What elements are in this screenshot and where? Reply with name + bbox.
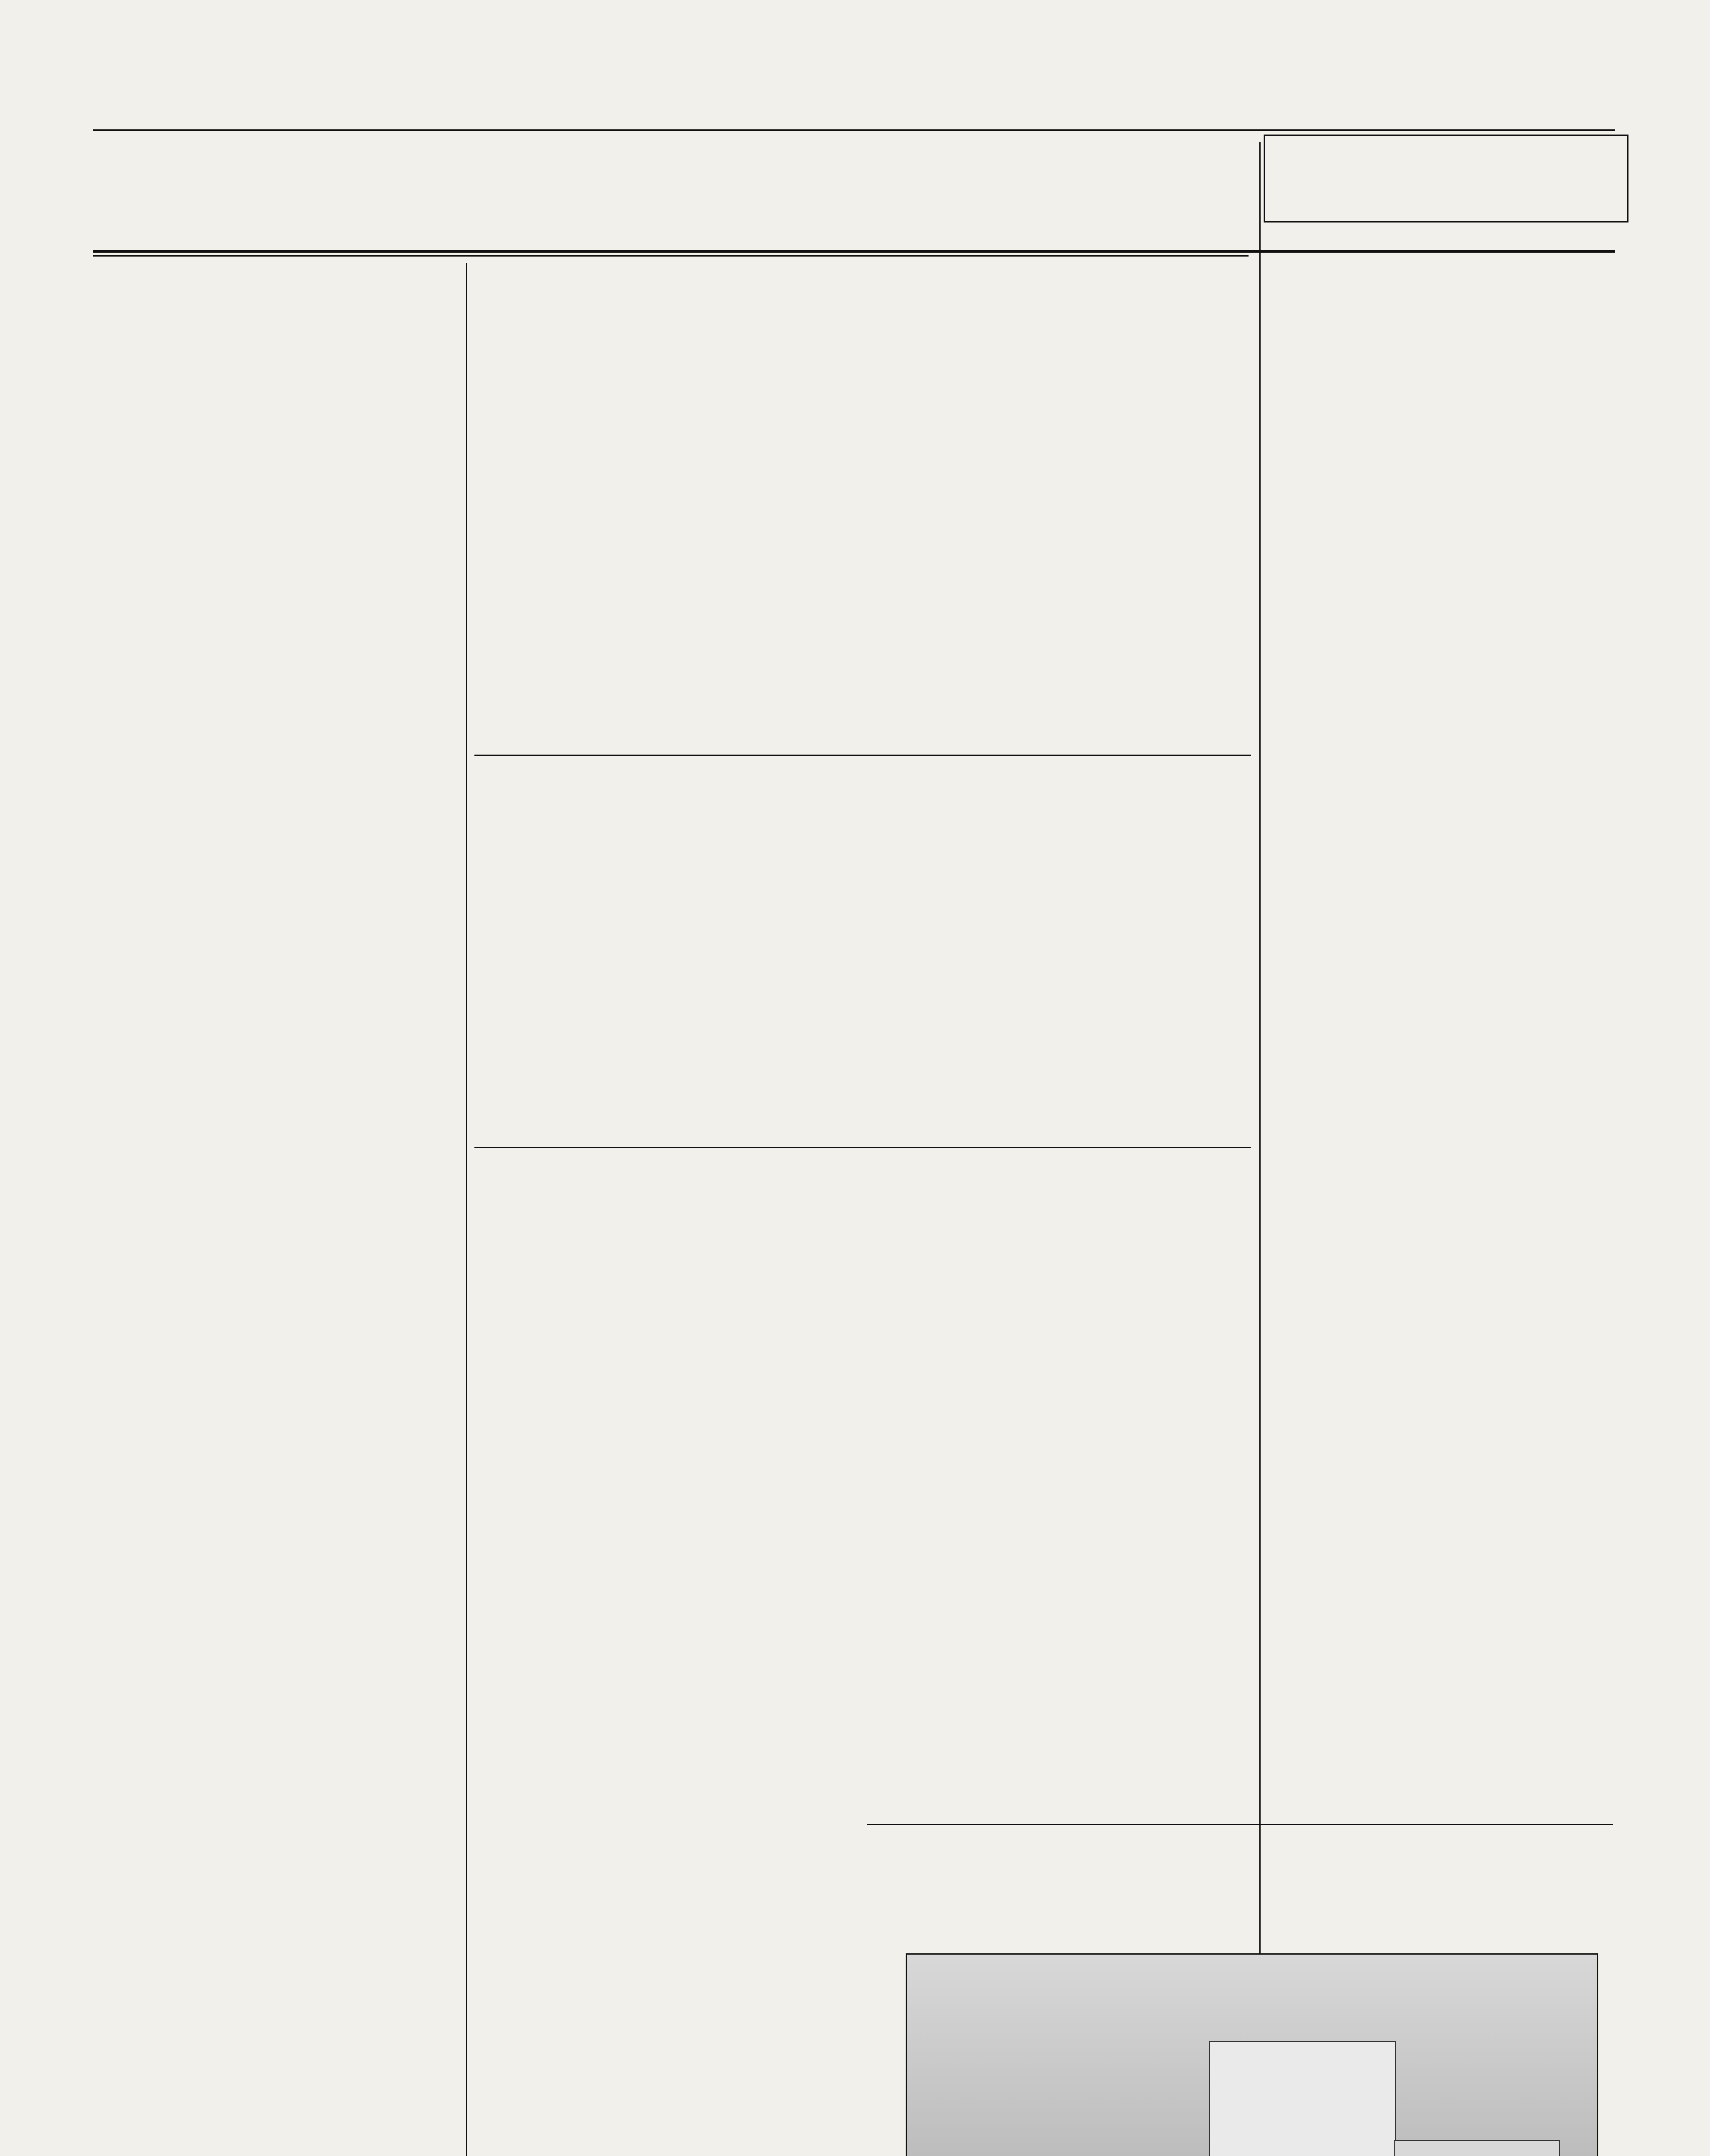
pavilion-building-tower: [1209, 2041, 1396, 2156]
textile-column: [479, 1160, 858, 1893]
tax-calendar-left: [479, 858, 858, 1138]
column-divider: [1259, 142, 1261, 2022]
gymnasium-advertisement: [1264, 135, 1628, 222]
pavilion-photo: [906, 1953, 1598, 2156]
amnesty-column: [867, 1160, 1251, 1807]
header-rule: [93, 129, 1615, 131]
masthead-rule-thin: [93, 255, 1249, 257]
film-article-column-left: [479, 345, 858, 746]
section-rule: [867, 1824, 1613, 1825]
pavilion-building-wing: [1394, 2140, 1560, 2156]
column-divider: [466, 263, 467, 2156]
left-column: [93, 276, 455, 2156]
right-column: [1272, 224, 1613, 2009]
section-rule: [474, 1147, 1251, 1148]
film-article-column-right: [867, 345, 1251, 746]
tax-calendar-right: [867, 858, 1251, 1138]
section-rule: [474, 755, 1251, 756]
